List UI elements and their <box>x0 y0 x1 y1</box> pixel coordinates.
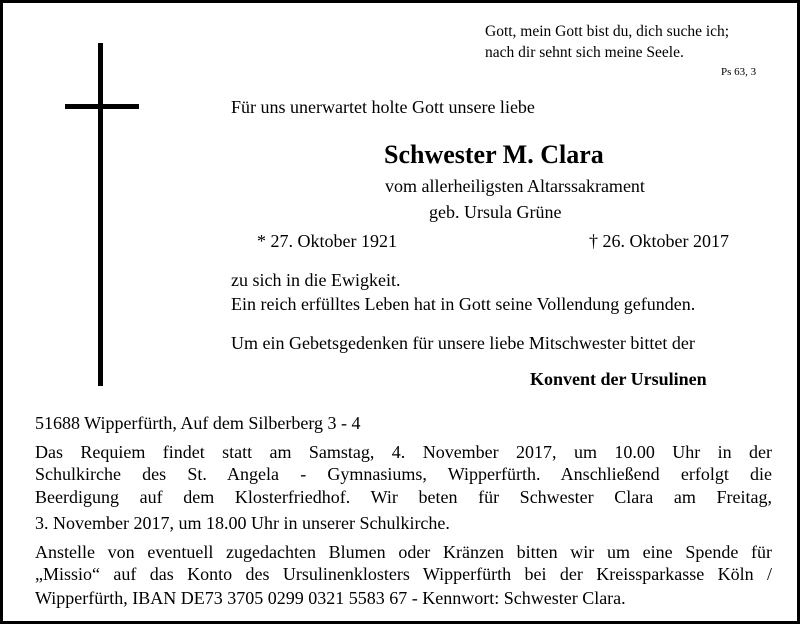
donation-line-2: „Missio“ auf das Konto des Ursulinenklosters Wipperfürth bei der Kreissparkasse Köln / <box>35 564 772 584</box>
requiem-line-1: Das Requiem findet statt am Samstag, 4. November 2017, um 10.00 Uhr in der <box>35 442 772 462</box>
deceased-name: Schwester M. Clara <box>384 140 604 169</box>
requiem-line-2: Schulkirche des St. Angela - Gymnasiums, Wipperfürth. Anschließend erfolgt die <box>35 464 772 484</box>
donation-line-3: Wipperfürth, IBAN DE73 3705 0299 0321 5583 67 - Kennwort: Schwester Clara. <box>35 588 626 608</box>
birth-name: geb. Ursula Grüne <box>429 202 562 222</box>
donation-line-1: Anstelle von eventuell zugedachten Blumen oder Kränzen bitten wir um eine Spende für <box>35 542 772 562</box>
body-line-1: zu sich in die Ewigkeit. <box>231 270 401 290</box>
requiem-line-3: Beerdigung auf dem Klosterfriedhof. Wir beten für Schwester Clara am Freitag, <box>35 487 772 507</box>
death-date: † 26. Oktober 2017 <box>589 231 729 251</box>
address: 51688 Wipperfürth, Auf dem Silberberg 3 - 4 <box>35 413 361 433</box>
psalm-line-2: nach dir sehnt sich meine Seele. <box>485 44 684 61</box>
intro-text: Für uns unerwartet holte Gott unsere liebe <box>231 97 535 117</box>
cross-icon-horizontal <box>65 104 139 109</box>
cross-icon-vertical <box>98 43 103 386</box>
birth-date: * 27. Oktober 1921 <box>257 231 397 251</box>
psalm-line-1: Gott, mein Gott bist du, dich suche ich; <box>485 23 730 40</box>
body-line-3: Um ein Gebetsgedenken für unsere liebe Mitschwester bittet der <box>231 333 695 353</box>
signature: Konvent der Ursulinen <box>530 369 707 389</box>
body-line-2: Ein reich erfülltes Leben hat in Gott seine Vollendung gefunden. <box>231 294 696 314</box>
psalm-reference: Ps 63, 3 <box>721 66 757 78</box>
requiem-line-4: 3. November 2017, um 18.00 Uhr in unserer Schulkirche. <box>35 513 450 533</box>
religious-title: vom allerheiligsten Altarssakrament <box>385 176 645 196</box>
